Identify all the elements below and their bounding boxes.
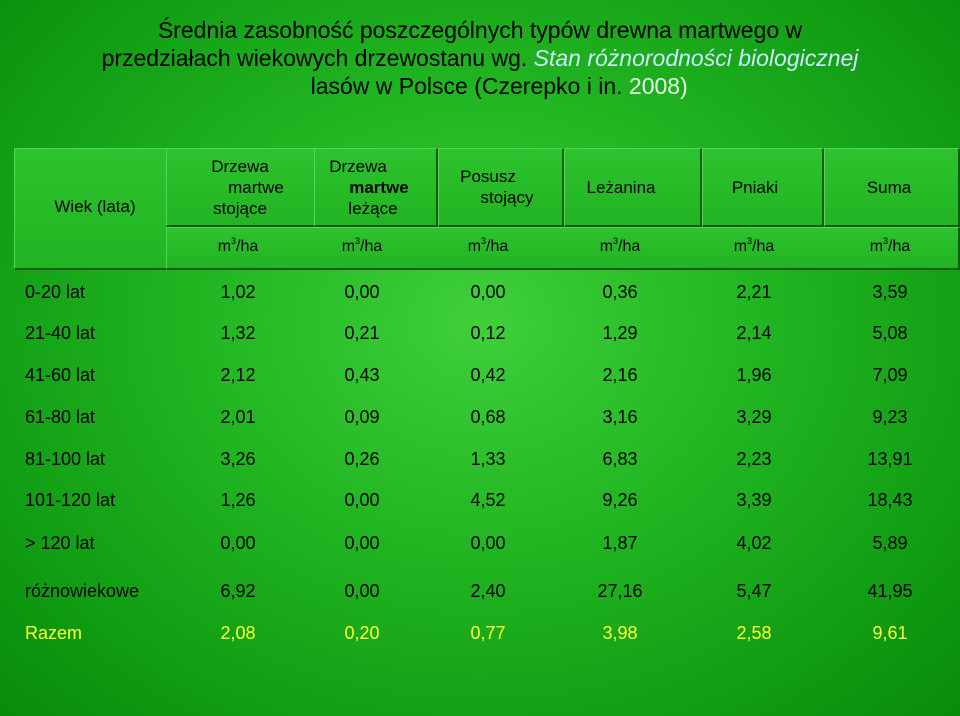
row-label: 41-60 lat <box>25 365 96 385</box>
table-row <box>0 407 960 437</box>
header-col-6: Suma <box>866 178 912 197</box>
row-label: 0-20 lat <box>25 282 86 302</box>
header-col-3 <box>440 166 550 208</box>
table-cell: 2,01 <box>220 407 256 427</box>
row-label: 61-80 lat <box>25 407 96 427</box>
table-cell: 9,26 <box>602 490 638 510</box>
header-col-1-line-3: stojące <box>213 199 267 218</box>
table-cell: 7,09 <box>872 365 908 385</box>
header-col-4: Leżanina <box>586 178 656 197</box>
unit-sup: 3 <box>355 236 361 246</box>
header-col-2-line-2: martwe <box>349 178 409 197</box>
table-cell: 2,14 <box>736 323 772 343</box>
row-label: różnowiekowe <box>25 581 140 601</box>
table-cell: 27,16 <box>597 581 643 601</box>
unit-sup: 3 <box>613 236 619 246</box>
unit-tail: /ha <box>618 238 641 255</box>
table-cell: 1,02 <box>220 282 256 302</box>
table-cell: 3,16 <box>602 407 638 427</box>
row-label: 81-100 lat <box>25 449 106 469</box>
title-dots: . . . <box>272 73 305 99</box>
table-cell: 0,42 <box>470 365 506 385</box>
title-line-2 <box>0 44 960 72</box>
title-line-3a: lasów w Polsce (Czerepko i in. <box>304 73 629 99</box>
table-cell: 0,43 <box>344 365 380 385</box>
unit-base: m <box>869 238 884 255</box>
header-col-1-line-1: Drzewa <box>211 157 269 176</box>
table-cell: 4,52 <box>470 490 506 510</box>
table-cell: 2,40 <box>470 581 506 601</box>
table-cell: 0,77 <box>470 623 506 643</box>
table-cell: 0,09 <box>344 407 380 427</box>
table-cell: 1,26 <box>220 490 256 510</box>
unit-label-1 <box>178 236 298 256</box>
unit-tail: /ha <box>888 238 911 255</box>
table-row <box>0 533 960 563</box>
table-cell: 18,43 <box>867 490 913 510</box>
table-cell: 0,68 <box>470 407 506 427</box>
table-cell: 6,83 <box>602 449 638 469</box>
table-cell: 3,59 <box>872 282 908 302</box>
table-cell: 13,91 <box>867 449 913 469</box>
unit-label-4 <box>560 236 680 256</box>
table-cell: 0,00 <box>344 490 380 510</box>
table-cell: 9,61 <box>872 623 908 643</box>
table-row <box>0 323 960 353</box>
header-col-1-line-2: martwe <box>228 178 284 197</box>
table-row <box>0 365 960 395</box>
table-cell: 0,00 <box>220 533 256 553</box>
unit-sup: 3 <box>747 236 753 246</box>
header-col-2-line-3: leżące <box>348 199 398 218</box>
table-cell: 2,23 <box>736 449 772 469</box>
table-cell: 0,00 <box>470 533 506 553</box>
header-age: Wiek (lata) <box>54 197 136 216</box>
table-row <box>0 449 960 479</box>
table-cell: 0,00 <box>344 533 380 553</box>
unit-base: m <box>217 238 232 255</box>
unit-label-6 <box>830 236 950 256</box>
unit-sup: 3 <box>481 236 487 246</box>
unit-tail: /ha <box>486 238 509 255</box>
table-cell: 3,29 <box>736 407 772 427</box>
table-cell: 0,00 <box>344 581 380 601</box>
title-year: 2008) <box>628 73 688 99</box>
table-cell: 1,33 <box>470 449 506 469</box>
table-cell: 0,36 <box>602 282 638 302</box>
header-col-3-line-2: stojący <box>480 188 534 207</box>
table-cell: 1,29 <box>602 323 638 343</box>
title-line-2a: przedziałach wiekowych drzewostanu wg. <box>101 45 534 71</box>
unit-base: m <box>599 238 614 255</box>
unit-sup: 3 <box>231 236 237 246</box>
table-row <box>0 282 960 312</box>
header-col-5: Pniaki <box>731 178 779 197</box>
row-label: > 120 lat <box>25 533 95 553</box>
total-row <box>0 623 960 653</box>
table-cell: 1,87 <box>602 533 638 553</box>
table-cell: 2,21 <box>736 282 772 302</box>
table-cell: 41,95 <box>867 581 913 601</box>
unit-base: m <box>341 238 356 255</box>
table-cell: 5,47 <box>736 581 772 601</box>
header-col-2-line-1: Drzewa <box>329 157 387 176</box>
unit-label-5 <box>694 236 814 256</box>
title-line-2b: Stan różnorodności biologicznej <box>533 45 859 71</box>
unit-tail: /ha <box>360 238 383 255</box>
table-cell: 2,08 <box>220 623 256 643</box>
table-cell: 0,00 <box>470 282 506 302</box>
unit-base: m <box>467 238 482 255</box>
row-label: Razem <box>25 623 83 643</box>
table-cell: 6,92 <box>220 581 256 601</box>
unit-sup: 3 <box>883 236 889 246</box>
unit-base: m <box>733 238 748 255</box>
table-cell: 2,16 <box>602 365 638 385</box>
title-line-3 <box>0 72 960 100</box>
header-col-3-line-1: Posusz <box>460 167 516 186</box>
table-cell: 3,39 <box>736 490 772 510</box>
row-label: 21-40 lat <box>25 323 96 343</box>
unit-label-2 <box>302 236 422 256</box>
unit-tail: /ha <box>752 238 775 255</box>
table-cell: 2,58 <box>736 623 772 643</box>
table-cell: 5,08 <box>872 323 908 343</box>
unit-tail: /ha <box>236 238 259 255</box>
unit-label-3 <box>428 236 548 256</box>
table-cell: 0,26 <box>344 449 380 469</box>
table-cell: 0,00 <box>344 282 380 302</box>
table-row <box>0 490 960 520</box>
header-col-2 <box>318 156 428 219</box>
title-line-1: Średnia zasobność poszczególnych typów drewna martwego w <box>157 17 803 43</box>
table-cell: 0,21 <box>344 323 380 343</box>
table-cell: 2,12 <box>220 365 256 385</box>
table-cell: 3,26 <box>220 449 256 469</box>
row-label: 101-120 lat <box>25 490 116 510</box>
slide-title <box>0 16 960 100</box>
table-cell: 9,23 <box>872 407 908 427</box>
header-col-1 <box>185 156 295 219</box>
table-cell: 3,98 <box>602 623 638 643</box>
table-cell: 4,02 <box>736 533 772 553</box>
table-cell: 1,32 <box>220 323 256 343</box>
table-cell: 0,12 <box>470 323 506 343</box>
table-row <box>0 581 960 611</box>
table-cell: 1,96 <box>736 365 772 385</box>
table-cell: 5,89 <box>872 533 908 553</box>
table-cell: 0,20 <box>344 623 380 643</box>
